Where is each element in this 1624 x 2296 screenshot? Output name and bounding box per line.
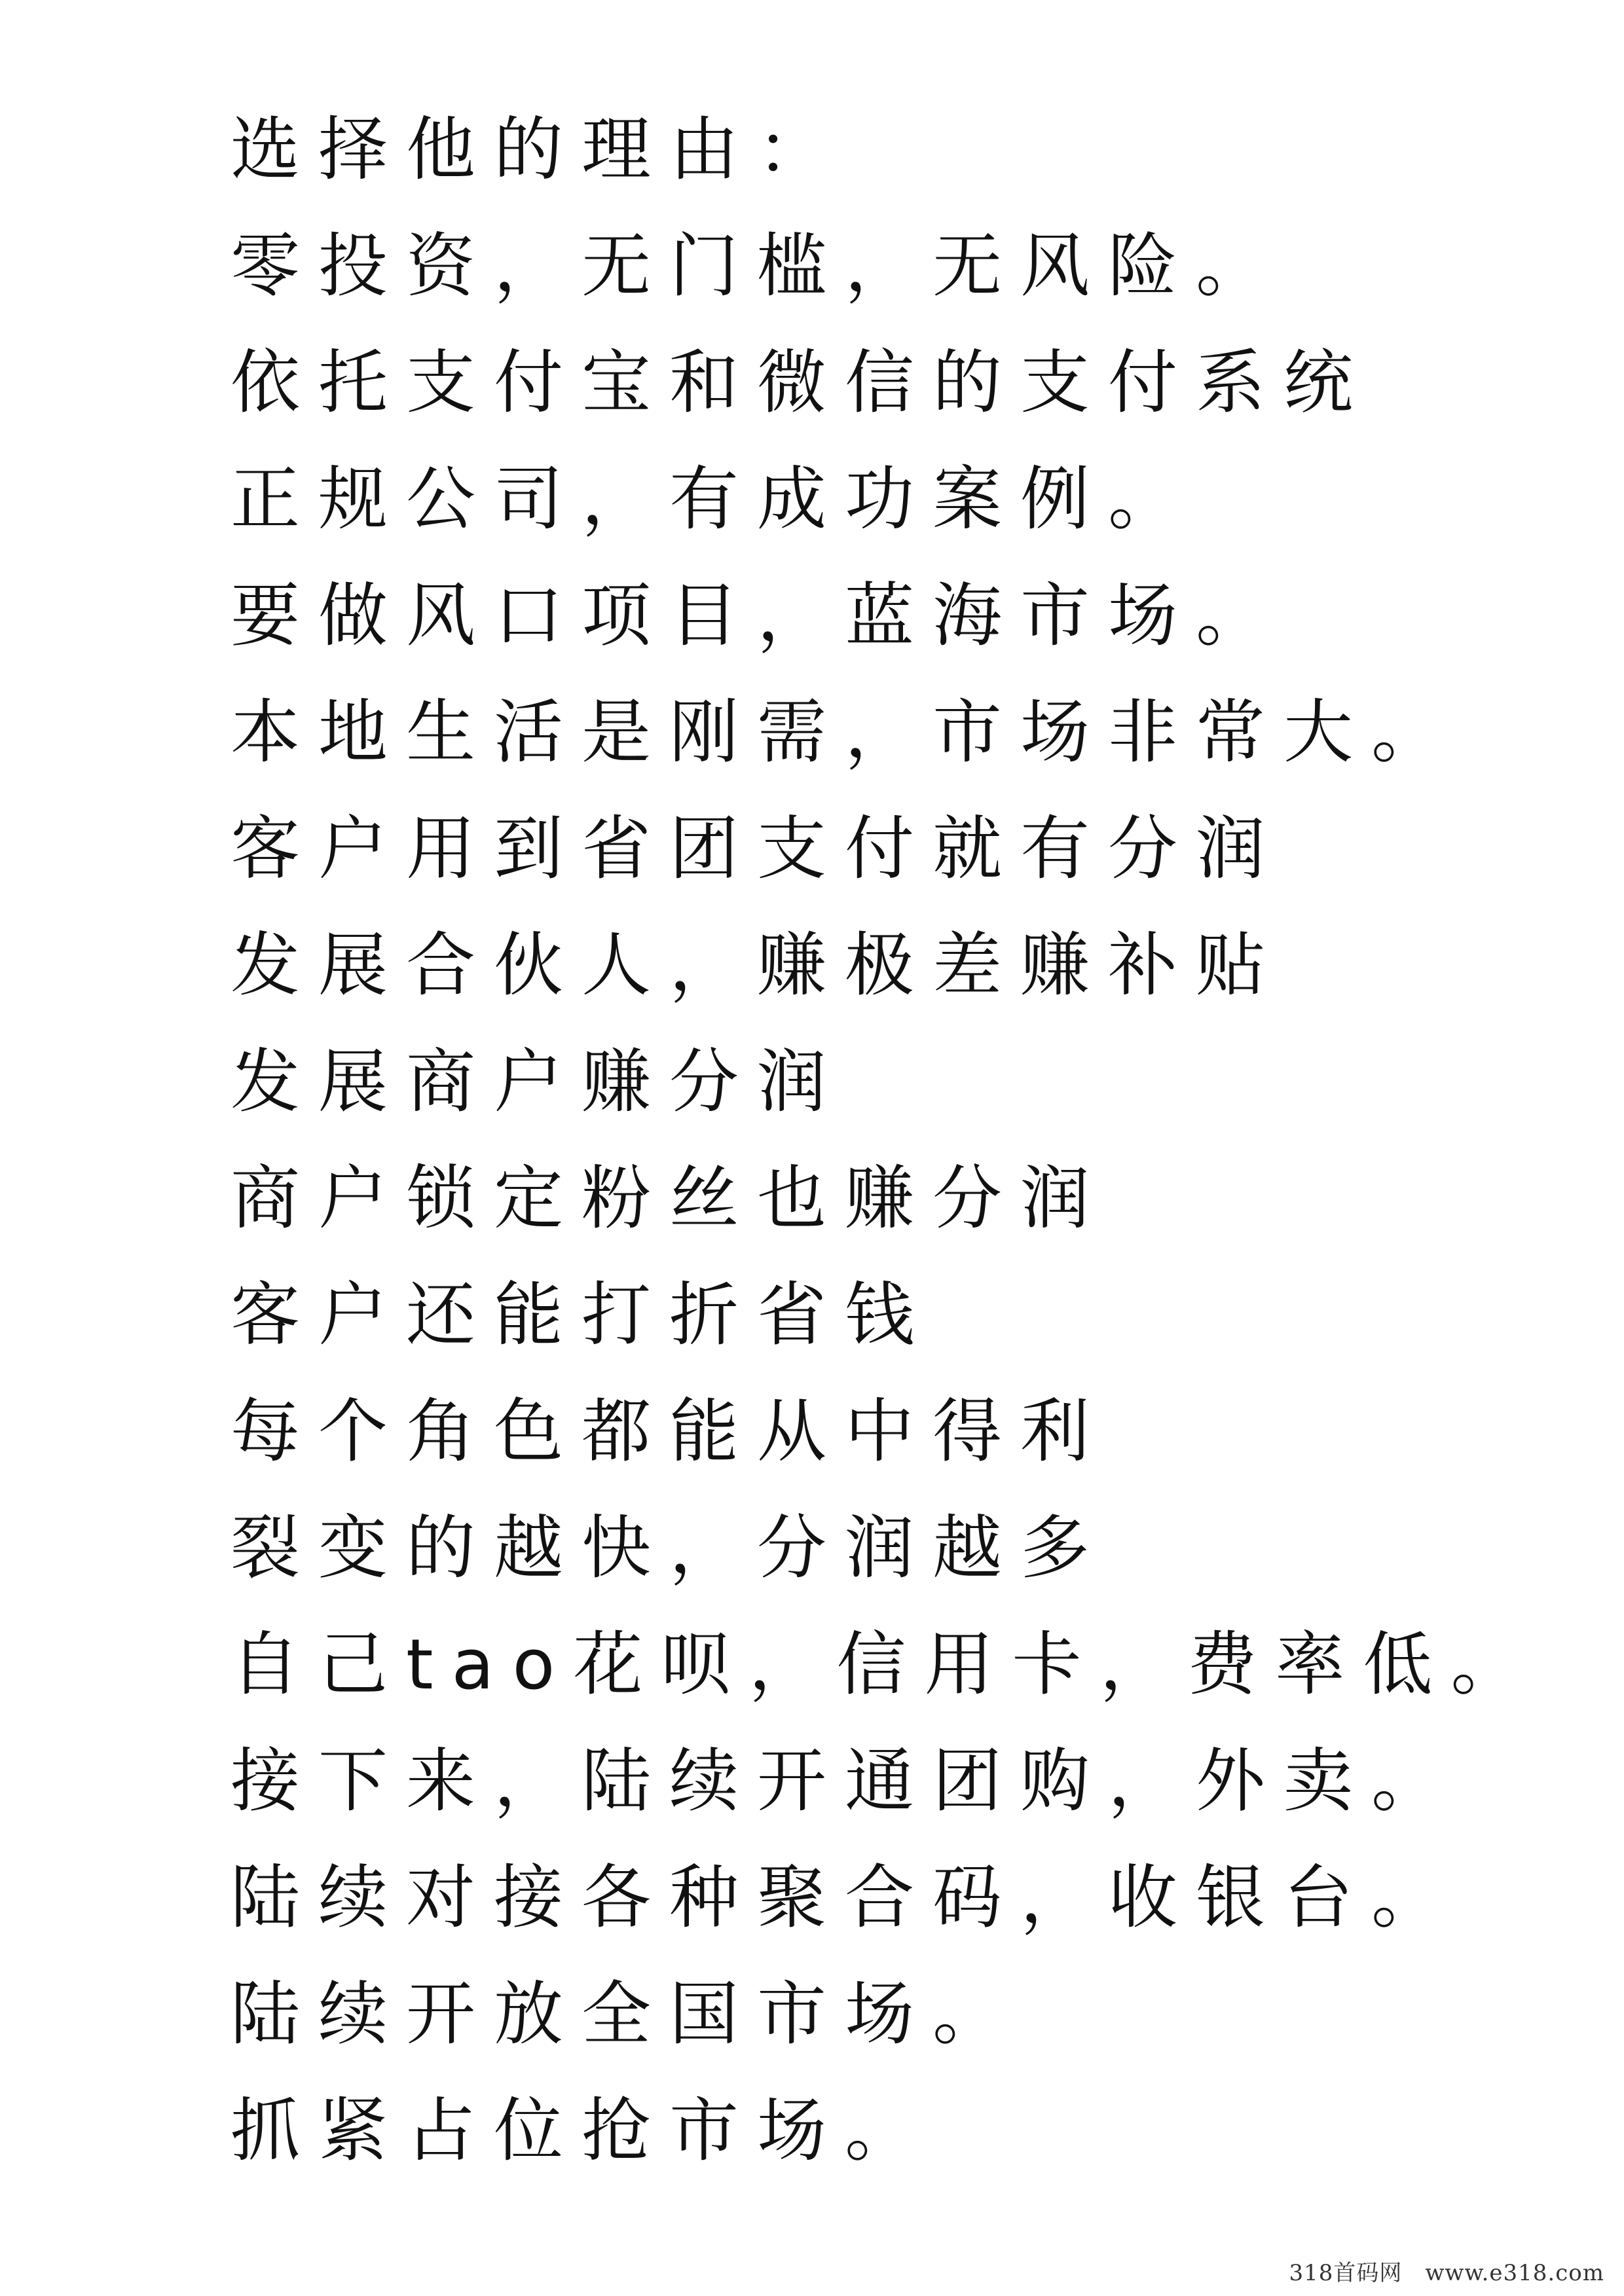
text-line: 正规公司，有成功案例。: [231, 459, 1196, 539]
text-line: 发展商户赚分润: [231, 1042, 845, 1122]
text-line: 裂变的越快，分润越多: [231, 1508, 1108, 1588]
text-line-heading: 选择他的理由：: [231, 109, 845, 190]
text-line: 接下来，陆续开通团购，外卖。: [231, 1741, 1459, 1821]
text-line: 陆续开放全国市场。: [231, 1974, 1020, 2054]
text-line: 抓紧占位抢市场。: [231, 2090, 932, 2171]
text-line: 客户用到省团支付就有分润: [231, 809, 1283, 889]
text-body: [231, 92, 1593, 2189]
text-line: 依托支付宝和微信的支付系统: [231, 342, 1371, 423]
text-line: 发展合伙人，赚极差赚补贴: [231, 925, 1283, 1006]
text-line: 每个角色都能从中得利: [231, 1391, 1108, 1472]
text-line: 客户还能打折省钱: [231, 1275, 932, 1355]
watermark: 318首码网 www.e318.com: [1289, 2260, 1604, 2286]
text-line: 商户锁定粉丝也赚分润: [231, 1158, 1108, 1239]
text-line: 陆续对接各种聚合码，收银台。: [231, 1857, 1459, 1938]
text-line: 零投资，无门槛，无风险。: [231, 226, 1283, 306]
text-line: 要做风口项目，蓝海市场。: [231, 575, 1283, 656]
text-line: 自己tao花呗，信用卡，费率低。: [231, 1624, 1539, 1705]
text-line: 本地生活是刚需，市场非常大。: [231, 692, 1459, 773]
